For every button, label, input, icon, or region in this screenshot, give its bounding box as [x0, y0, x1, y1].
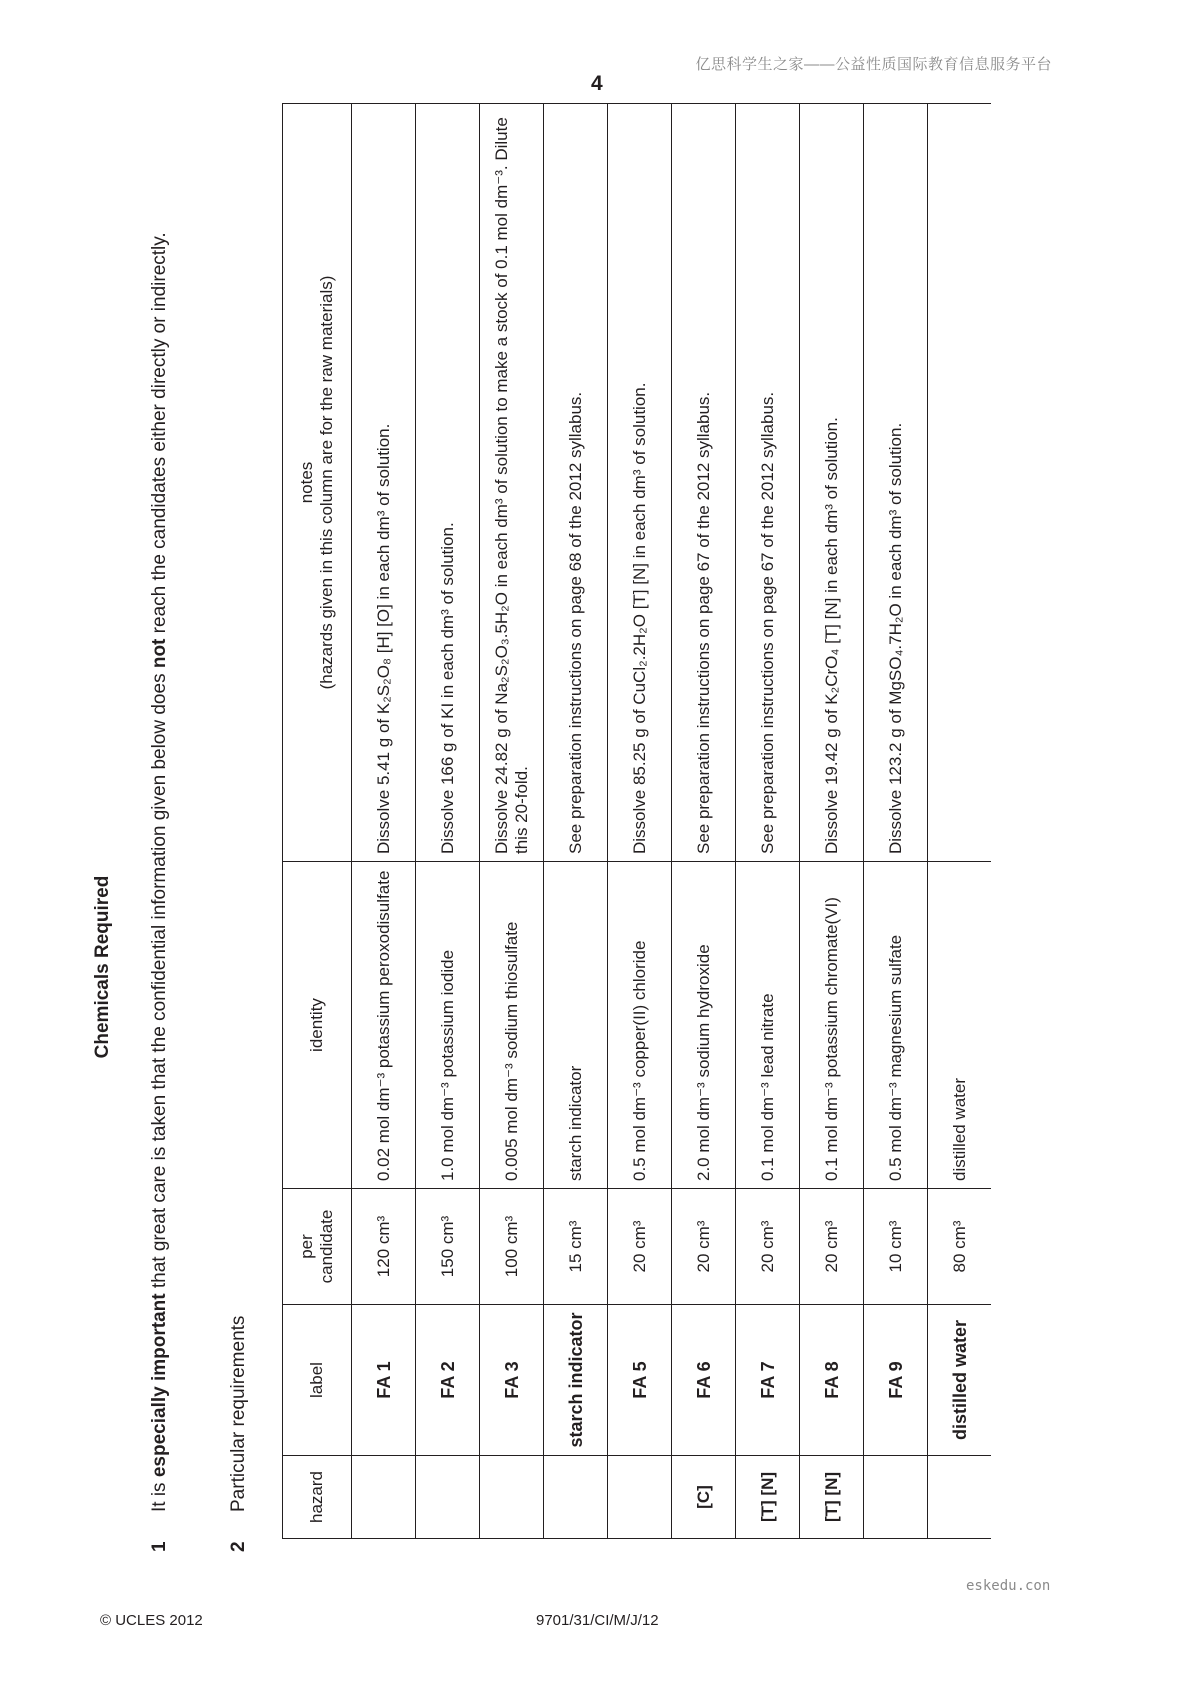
hazard-cell [416, 1456, 480, 1539]
label-cell: FA 3 [480, 1305, 544, 1456]
label-cell: FA 2 [416, 1305, 480, 1456]
volume-cell: 20 cm³ [672, 1189, 736, 1305]
identity-cell: 0.005 mol dm⁻³ sodium thiosulfate [480, 862, 544, 1189]
header-notes-title: notes [297, 461, 316, 504]
notes-cell [928, 104, 992, 862]
label-cell: FA 9 [864, 1305, 928, 1456]
hazard-cell [544, 1456, 608, 1539]
table-row [800, 104, 864, 1539]
label-cell: starch indicator [544, 1305, 608, 1456]
notes-cell: See preparation instructions on page 67 of the 2012 syllabus. [672, 104, 736, 862]
volume-cell: 20 cm³ [608, 1189, 672, 1305]
volume-cell: 80 cm³ [928, 1189, 992, 1305]
label-cell: FA 7 [736, 1305, 800, 1456]
notes-cell: See preparation instructions on page 67 of the 2012 syllabus. [736, 104, 800, 862]
table-row [544, 104, 608, 1539]
hazard-cell [864, 1456, 928, 1539]
volume-cell: 10 cm³ [864, 1189, 928, 1305]
table-row [928, 104, 992, 1539]
header-label: label [283, 1305, 352, 1456]
header-hazard: hazard [283, 1456, 352, 1539]
notes-cell: Dissolve 166 g of KI in each dm³ of solution. [416, 104, 480, 862]
hazard-cell: [T] [N] [800, 1456, 864, 1539]
hazard-cell: [T] [N] [736, 1456, 800, 1539]
hazard-cell [480, 1456, 544, 1539]
volume-cell: 100 cm³ [480, 1189, 544, 1305]
notes-cell: Dissolve 19.42 g of K₂CrO₄ [T] [N] in each dm³ of solution. [800, 104, 864, 862]
section-heading: Chemicals Required [92, 875, 113, 1059]
identity-cell: 2.0 mol dm⁻³ sodium hydroxide [672, 862, 736, 1189]
copyright-footer: © UCLES 2012 [100, 1612, 203, 1629]
table-header-row [283, 104, 352, 1539]
watermark-bottom: eskedu.con [966, 1578, 1051, 1594]
notes-cell: Dissolve 123.2 g of MgSO₄.7H₂O in each dm³ of solution. [864, 104, 928, 862]
hazard-cell: [C] [672, 1456, 736, 1539]
page-number: 4 [591, 72, 603, 95]
identity-cell: 0.1 mol dm⁻³ lead nitrate [736, 862, 800, 1189]
volume-cell: 120 cm³ [352, 1189, 416, 1305]
hazard-cell [352, 1456, 416, 1539]
header-per-candidate: per candidate [283, 1189, 352, 1305]
volume-cell: 150 cm³ [416, 1189, 480, 1305]
header-notes-subtitle: (hazards given in this column are for the raw materials) [317, 275, 336, 690]
label-cell: FA 8 [800, 1305, 864, 1456]
label-cell: FA 5 [608, 1305, 672, 1456]
chemicals-table [282, 103, 991, 1539]
item-text: It is especially important that great care is taken that the confidential information given below does not reach the candidates either directly or indirectly. [149, 232, 170, 1512]
identity-cell: 0.5 mol dm⁻³ copper(II) chloride [608, 862, 672, 1189]
notes-cell: Dissolve 24.82 g of Na₂S₂O₃.5H₂O in each dm³ of solution to make a stock of 0.1 mol dm⁻³. Dilute this 20-fold. [480, 104, 544, 862]
identity-cell: 0.02 mol dm⁻³ potassium peroxodisulfate [352, 862, 416, 1189]
emphasis: not [149, 638, 170, 669]
emphasis: especially important [149, 1293, 170, 1478]
identity-cell: 0.1 mol dm⁻³ potassium chromate(VI) [800, 862, 864, 1189]
table-row [736, 104, 800, 1539]
table-row [864, 104, 928, 1539]
item-text: Particular requirements [228, 1315, 249, 1512]
header-identity: identity [283, 862, 352, 1189]
label-cell: FA 1 [352, 1305, 416, 1456]
identity-cell: distilled water [928, 862, 992, 1189]
item-number: 2 [228, 1541, 249, 1552]
item-number: 1 [149, 1541, 170, 1552]
rotated-content [50, 117, 1000, 1577]
hazard-cell [928, 1456, 992, 1539]
document-code: 9701/31/CI/M/J/12 [536, 1612, 659, 1629]
table-row [672, 104, 736, 1539]
hazard-cell [608, 1456, 672, 1539]
notes-cell: See preparation instructions on page 68 of the 2012 syllabus. [544, 104, 608, 862]
header-notes [283, 104, 352, 862]
table-row [608, 104, 672, 1539]
table-row [480, 104, 544, 1539]
volume-cell: 20 cm³ [800, 1189, 864, 1305]
notes-cell: Dissolve 5.41 g of K₂S₂O₈ [H] [O] in each dm³ of solution. [352, 104, 416, 862]
identity-cell: 0.5 mol dm⁻³ magnesium sulfate [864, 862, 928, 1189]
table-row [416, 104, 480, 1539]
label-cell: FA 6 [672, 1305, 736, 1456]
watermark-top: 亿思科学生之家——公益性质国际教育信息服务平台 [695, 56, 1052, 73]
label-cell: distilled water [928, 1305, 992, 1456]
identity-cell: 1.0 mol dm⁻³ potassium iodide [416, 862, 480, 1189]
volume-cell: 20 cm³ [736, 1189, 800, 1305]
identity-cell: starch indicator [544, 862, 608, 1189]
table-row [352, 104, 416, 1539]
notes-cell: Dissolve 85.25 g of CuCl₂.2H₂O [T] [N] in each dm³ of solution. [608, 104, 672, 862]
volume-cell: 15 cm³ [544, 1189, 608, 1305]
